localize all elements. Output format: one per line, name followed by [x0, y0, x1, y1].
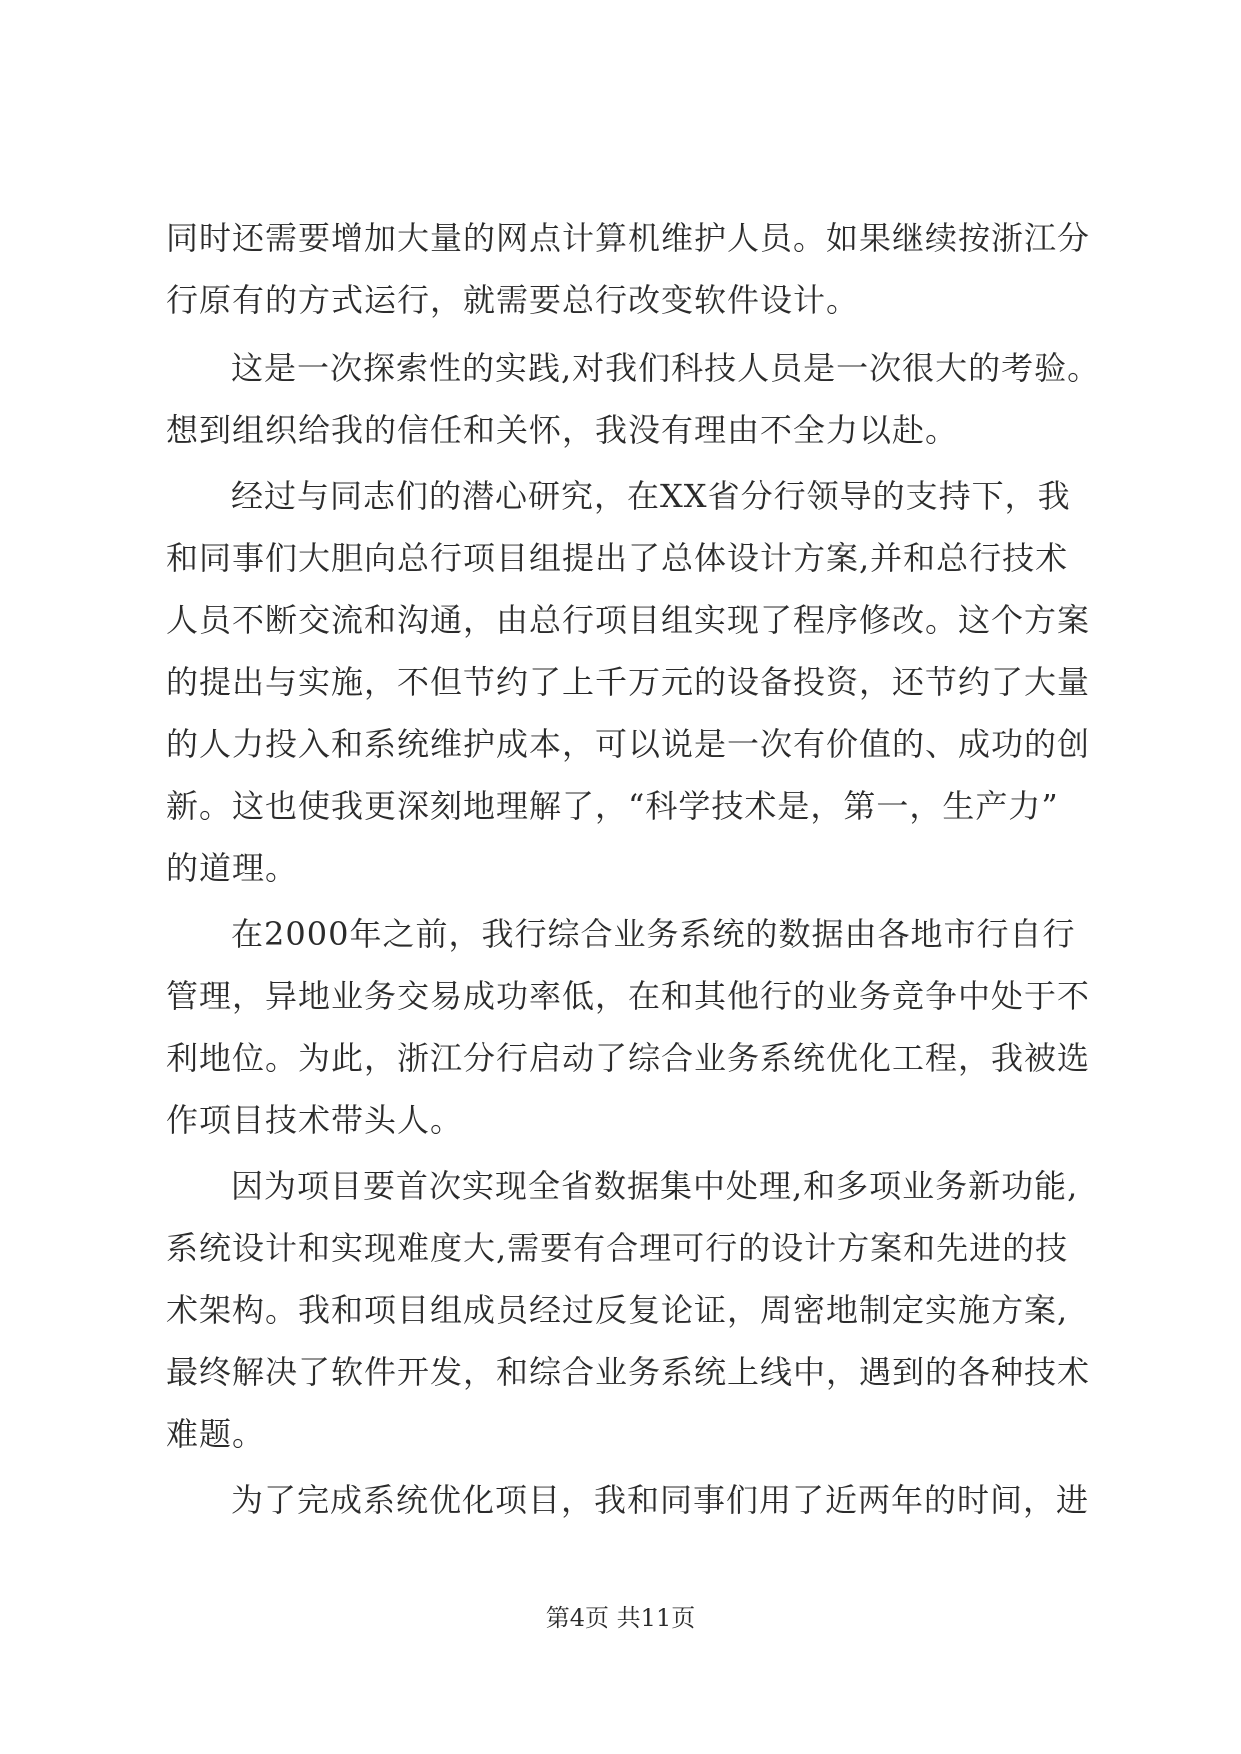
text-line: 术架构。我和项目组成员经过反复论证，周密地制定实施方案, [166, 1291, 1069, 1329]
paragraph-first-line: 在2000年之前，我行综合业务系统的数据由各地市行自行 [231, 915, 1076, 953]
text-line: 和同事们大胆向总行项目组提出了总体设计方案,并和总行技术 [166, 539, 1069, 577]
text-line: 人员不断交流和沟通，由总行项目组实现了程序修改。这个方案 [166, 601, 1091, 639]
text-line: 的人力投入和系统维护成本，可以说是一次有价值的、成功的创 [166, 725, 1091, 763]
text-line: 难题。 [166, 1415, 266, 1453]
text-line: 作项目技术带头人。 [166, 1101, 464, 1139]
text-line: 新。这也使我更深刻地理解了，“科学技术是，第一，生产力” [166, 787, 1059, 825]
text-line: 同时还需要增加大量的网点计算机维护人员。如果继续按浙江分 [166, 219, 1091, 257]
text-line: 利地位。为此，浙江分行启动了综合业务系统优化工程，我被选 [166, 1039, 1091, 1077]
text-line: 最终解决了软件开发，和综合业务系统上线中，遇到的各种技术 [166, 1353, 1091, 1391]
paragraph-first-line: 为了完成系统优化项目，我和同事们用了近两年的时间，进 [231, 1481, 1090, 1519]
text-line: 行原有的方式运行，就需要总行改变软件设计。 [166, 281, 860, 319]
page-footer: 第4页 共11页 [545, 1604, 696, 1632]
text-line: 管理，异地业务交易成功率低，在和其他行的业务竞争中处于不 [166, 977, 1091, 1015]
paragraph-first-line: 经过与同志们的潜心研究，在XX省分行领导的支持下，我 [231, 477, 1071, 515]
text-line: 想到组织给我的信任和关怀，我没有理由不全力以赴。 [166, 411, 959, 449]
text-line: 系统设计和实现难度大,需要有合理可行的设计方案和先进的技 [166, 1229, 1069, 1267]
paragraph-first-line: 因为项目要首次实现全省数据集中处理,和多项业务新功能, [231, 1167, 1079, 1205]
text-line: 的道理。 [166, 849, 299, 887]
paragraph-first-line: 这是一次探索性的实践,对我们科技人员是一次很大的考验。 [231, 349, 1101, 387]
text-line: 的提出与实施，不但节约了上千万元的设备投资，还节约了大量 [166, 663, 1091, 701]
